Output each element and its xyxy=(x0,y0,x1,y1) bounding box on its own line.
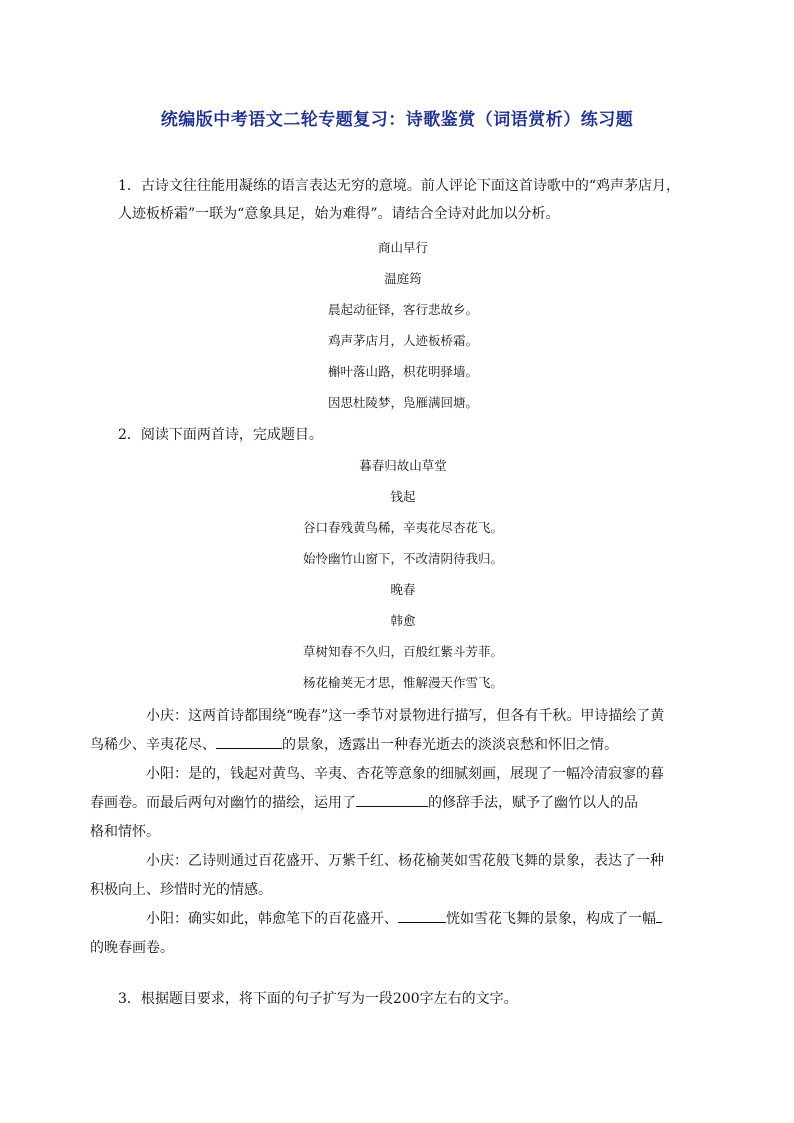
answer-blank-1[interactable] xyxy=(216,734,282,749)
dialogue-text: 小阳：确实如此，韩愈笔下的百花盛开、 xyxy=(146,911,398,927)
poem-line: 晨起动征铎，客行悲故乡。 xyxy=(327,302,478,317)
dialogue-text: 小阳：是的，钱起对黄鸟、辛夷、杏花等意象的细腻刻画，展现了一幅冷清寂寥的暮 xyxy=(146,766,664,782)
dialogue-paragraph-1 xyxy=(90,702,688,760)
question-2-line-1: 2．阅读下面两首诗，完成题目。 xyxy=(118,427,323,443)
dialogue-text: 的晚春画卷。 xyxy=(90,940,174,956)
poem-title: 晚春 xyxy=(390,582,416,597)
question-1 xyxy=(118,172,688,228)
poem-line: 鸡声茅店月，人迹板桥霜。 xyxy=(327,333,478,348)
poem-line: 始怜幽竹山窗下，不改清阴待我归。 xyxy=(302,551,503,566)
dialogue-section xyxy=(90,702,688,963)
poem-author: 韩愈 xyxy=(390,613,416,628)
dialogue-text: 的修辞手法，赋予了幽竹以人的品 xyxy=(428,795,638,811)
dialogue-text: 鸟稀少、辛夷花尽、 xyxy=(90,737,216,753)
poem-shangshan-zaoxing xyxy=(118,232,688,418)
document-title: 统编版中考语文二轮专题复习：诗歌鉴赏（词语赏析）练习题 xyxy=(160,110,634,130)
question-3 xyxy=(118,985,688,1013)
dialogue-paragraph-2 xyxy=(90,760,688,847)
question-2 xyxy=(118,421,688,449)
question-1-line-2: 人迹板桥霜”一联为“意象具足，始为难得”。请结合全诗对此加以分析。 xyxy=(118,206,560,222)
dialogue-text: 小庆：这两首诗都围绕“晚春”这一季节对景物进行描写，但各有千秋。甲诗描绘了黄 xyxy=(146,708,665,724)
dialogue-paragraph-4 xyxy=(90,905,688,963)
poem-group-q2 xyxy=(118,450,688,698)
poem-line: 杨花榆荚无才思，惟解漫天作雪飞。 xyxy=(302,675,503,690)
dialogue-paragraph-3 xyxy=(90,847,688,905)
question-1-line-1: 1．古诗文往往能用凝练的语言表达无穷的意境。前人评论下面这首诗歌中的“鸡声茅店月， xyxy=(118,178,681,194)
dialogue-text: 小庆：乙诗则通过百花盛开、万紫千红、杨花榆荚如雪花般飞舞的景象，表达了一种 xyxy=(146,853,664,869)
poem-author: 温庭筠 xyxy=(384,271,422,286)
dialogue-text: 春画卷。而最后两句对幽竹的描绘，运用了 xyxy=(90,795,356,811)
dialogue-text: 积极向上、珍惜时光的情感。 xyxy=(90,882,272,898)
poem-title: 商山早行 xyxy=(377,240,428,255)
poem-line: 草树知春不久归，百般红紫斗芳菲。 xyxy=(302,644,503,659)
poem-line: 谷口春残黄鸟稀，辛夷花尽杏花飞。 xyxy=(302,520,503,535)
poem-title: 暮春归故山草堂 xyxy=(359,458,447,473)
poem-line: 因思杜陵梦，凫雁满回塘。 xyxy=(327,395,478,410)
dialogue-text: 恍如雪花飞舞的景象，构成了一幅 xyxy=(446,911,656,927)
answer-blank-4[interactable] xyxy=(656,908,662,923)
question-3-line-1: 3．根据题目要求，将下面的句子扩写为一段200字左右的文字。 xyxy=(118,991,518,1007)
dialogue-text: 格和情怀。 xyxy=(90,824,160,840)
dialogue-text: 的景象，透露出一种春光逝去的淡淡哀愁和怀旧之情。 xyxy=(282,737,618,753)
poem-line: 槲叶落山路，枳花明驿墙。 xyxy=(327,364,478,379)
answer-blank-2[interactable] xyxy=(356,792,428,807)
poem-author: 钱起 xyxy=(390,489,416,504)
answer-blank-3[interactable] xyxy=(398,908,446,923)
